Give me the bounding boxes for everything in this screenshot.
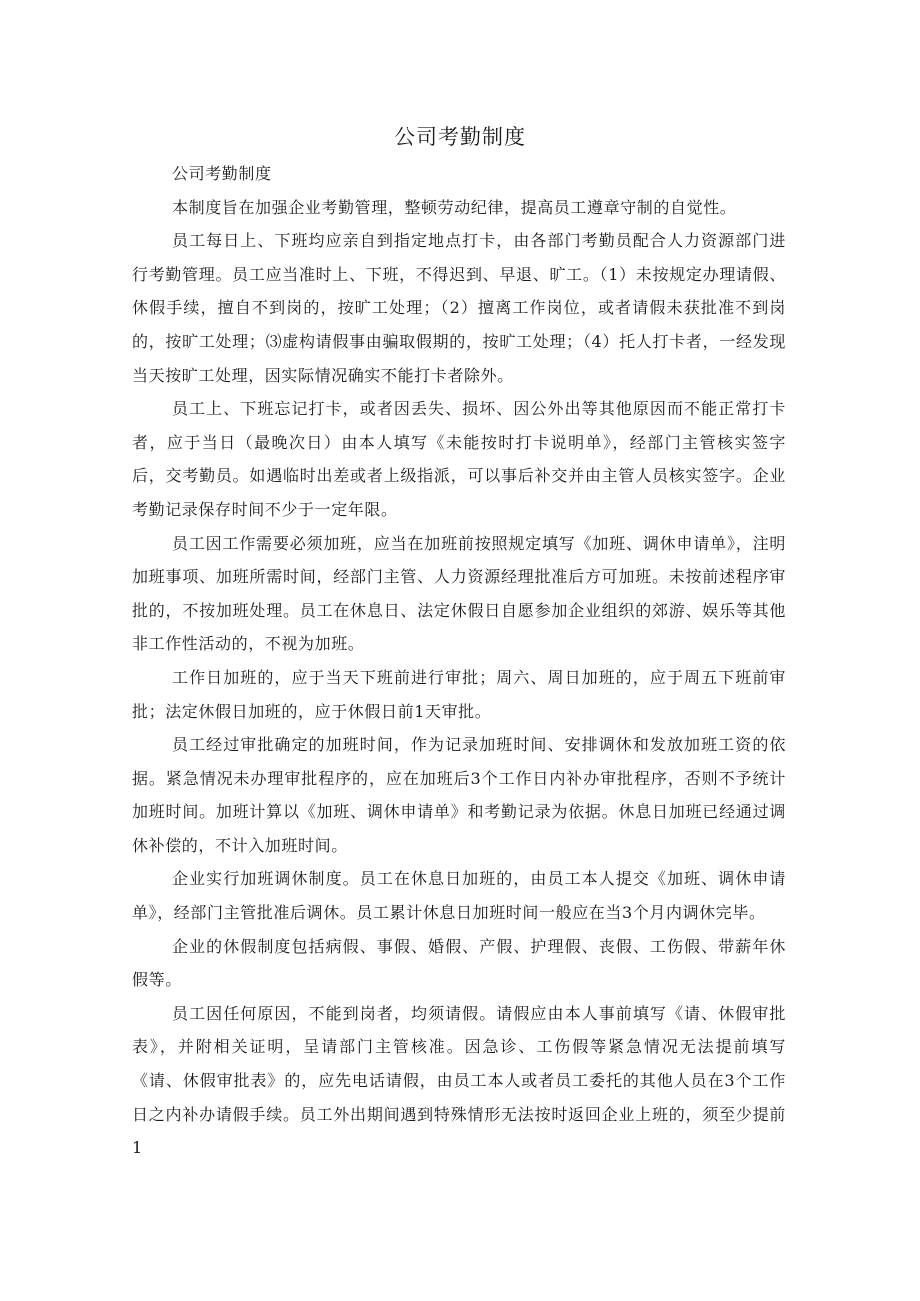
paragraph-leave-request: 员工因任何原因，不能到岗者，均须请假。请假应由本人事前填写《请、休假审批表》，并附相关证明，呈请部门主管核准。因急诊、工伤假等紧急情况无法提前填写《请、休假审批表》的，应先电话请假，由员工本人或者员工委托的其他人员在3个工作日之内补办请假手续。员工外出期间遇到特殊情形无法按时返回企业上班的，须至少提前1 <box>132 1003 786 1158</box>
paragraph-leave-types: 企业的休假制度包括病假、事假、婚假、产假、护理假、丧假、工伤假、带薪年休假等。 <box>132 936 786 990</box>
paragraph-clock-in: 员工每日上、下班均应亲自到指定地点打卡，由各部门考勤员配合人力资源部门进行考勤管理。员工应当准时上、下班，不得迟到、早退、旷工。（1）未按规定办理请假、休假手续，擅自不到岗的，按旷工处理；（2）擅离工作岗位，或者请假未获批准不到岗的，按旷工处理；⑶虚构请假事由骗取假期的，按旷工处理；（4）托人打卡者，一经发现当天按旷工处理，因实际情况确实不能打卡者除外。 <box>132 231 786 385</box>
paragraph-overtime-record: 员工经过审批确定的加班时间，作为记录加班时间、安排调休和发放加班工资的依据。紧急情况未办理审批程序的，应在加班后3个工作日内补办审批程序，否则不予统计加班时间。加班计算以《加班、调休申请单》和考勤记录为依据。休息日加班已经通过调休补偿的，不计入加班时间。 <box>132 735 786 855</box>
paragraph-compensatory-leave: 企业实行加班调休制度。员工在休息日加班的，由员工本人提交《加班、调休申请单》，经部门主管批准后调休。员工累计休息日加班时间一般应在当3个月内调休完毕。 <box>132 869 786 923</box>
paragraph-subtitle: 公司考勤制度 <box>172 164 272 183</box>
paragraph-purpose: 本制度旨在加强企业考勤管理，整顿劳动纪律，提高员工遵章守制的自觉性。 <box>172 197 737 217</box>
document-title: 公司考勤制度 <box>394 125 526 149</box>
paragraph-overtime-application: 员工因工作需要必须加班，应当在加班前按照规定填写《加班、调休申请单》，注明加班事项、加班所需时间，经部门主管、人力资源经理批准后方可加班。未按前述程序审批的，不按加班处理。员工在休息日、法定休假日自愿参加企业组织的郊游、娱乐等其他非工作性活动的，不视为加班。 <box>132 533 786 654</box>
paragraph-overtime-approval: 工作日加班的，应于当天下班前进行审批；周六、周日加班的，应于周五下班前审批；法定休假日加班的，应于休假日前1天审批。 <box>132 667 786 721</box>
paragraph-missed-clock-in: 员工上、下班忘记打卡，或者因丢失、损坏、因公外出等其他原因而不能正常打卡者，应于当日（最晚次日）由本人填写《未能按时打卡说明单》，经部门主管核实签字后，交考勤员。如遇临时出差或者上级指派，可以事后补交并由主管人员核实签字。企业考勤记录保存时间不少于一定年限。 <box>132 399 786 519</box>
document-body <box>132 157 786 1165</box>
